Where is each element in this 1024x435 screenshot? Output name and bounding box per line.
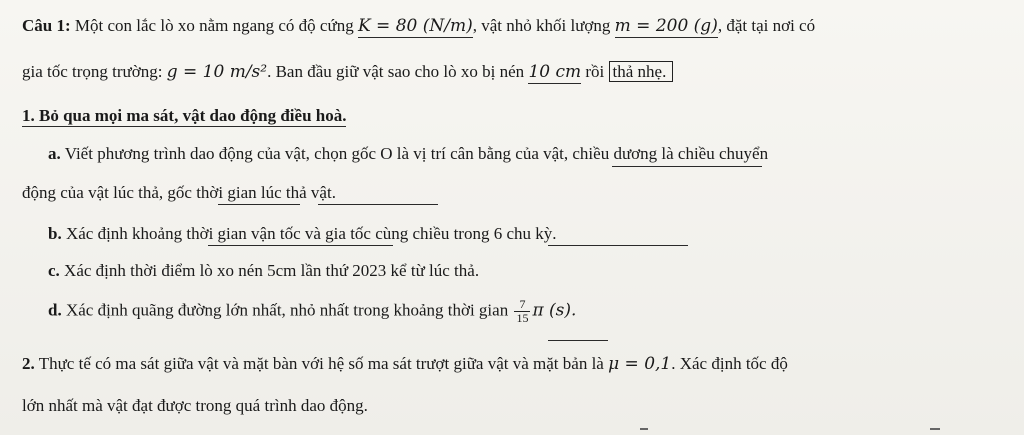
item-b-text: Xác định khoảng thời gian vận tốc và gia tốc cùng chiều trong 6 chu kỳ. [65, 224, 557, 243]
item-d-label: d. [48, 300, 62, 320]
fraction-denominator: 15 [516, 311, 529, 325]
part-2-line-2 [22, 394, 1004, 418]
time-fraction [514, 298, 530, 325]
question-text: gia tốc trọng trường: [22, 62, 163, 81]
friction-coefficient: μ = 0,1 [608, 354, 672, 374]
question-1-line-1 [22, 14, 1004, 38]
fraction-numerator: 7 [514, 298, 530, 312]
question-text: , vật nhỏ khối lượng [472, 16, 611, 35]
scan-mark [640, 428, 648, 430]
pen-underline [318, 204, 438, 205]
part-2-text: Thực tế có ma sát giữa vật và mặt bàn với hệ số ma sát trượt giữa vật và mặt bản là [38, 354, 604, 373]
question-text: rồi [585, 62, 605, 81]
part-1-label: 1. Bỏ qua mọi ma sát, vật dao động điều hoà. [22, 106, 347, 125]
item-d-tail: π (s). [532, 300, 577, 321]
item-a-text: Viết phương trình dao động của vật, chọn gốc O là vị trí cân bằng của vật, chiều dương là chiều chuyển [64, 144, 769, 163]
part-1-heading [22, 104, 1004, 128]
item-b [48, 222, 1004, 246]
item-a-line-2 [22, 181, 1004, 205]
item-c-text: Xác định thời điểm lò xo nén 5cm lần thứ 2023 kể từ lúc thả. [64, 261, 480, 280]
pen-underline [548, 245, 688, 246]
compression-value: 10 cm [528, 62, 582, 82]
question-label: Câu 1: [22, 16, 71, 35]
item-a-label: a. [48, 144, 61, 163]
part-2-text-cont: lớn nhất mà vật đạt được trong quá trình dao động. [22, 396, 368, 415]
item-d [48, 298, 1004, 325]
scan-mark [930, 428, 940, 430]
item-c [48, 259, 1004, 283]
pen-underline [612, 166, 762, 167]
part-2-text-tail: . Xác định tốc độ [671, 354, 788, 373]
pen-underline [208, 245, 393, 246]
question-text: , đặt tại nơi có [717, 16, 816, 35]
question-text: . Ban đầu giữ vật sao cho lò xo bị nén [267, 62, 525, 81]
spring-constant: K = 80 (N/m) [357, 16, 473, 36]
pen-underline [548, 340, 608, 341]
item-d-text: Xác định quãng đường lớn nhất, nhỏ nhất trong khoảng thời gian [65, 300, 509, 320]
mass-value: m = 200 (g) [614, 16, 718, 36]
pen-underline [218, 204, 300, 205]
item-a-line-1 [48, 142, 1004, 166]
item-a-text-cont: động của vật lúc thả, gốc thời gian lúc thả vật. [22, 183, 336, 202]
release-boxed-text: thả nhẹ. [609, 61, 674, 82]
part-2-label: 2. [22, 354, 35, 373]
question-1-line-2 [22, 60, 1004, 84]
part-2-line-1 [22, 352, 1004, 376]
item-c-label: c. [48, 261, 60, 280]
question-text: Một con lắc lò xo nằm ngang có độ cứng [74, 16, 354, 35]
gravity-value: g = 10 m/s² [166, 62, 268, 82]
item-b-label: b. [48, 224, 62, 243]
